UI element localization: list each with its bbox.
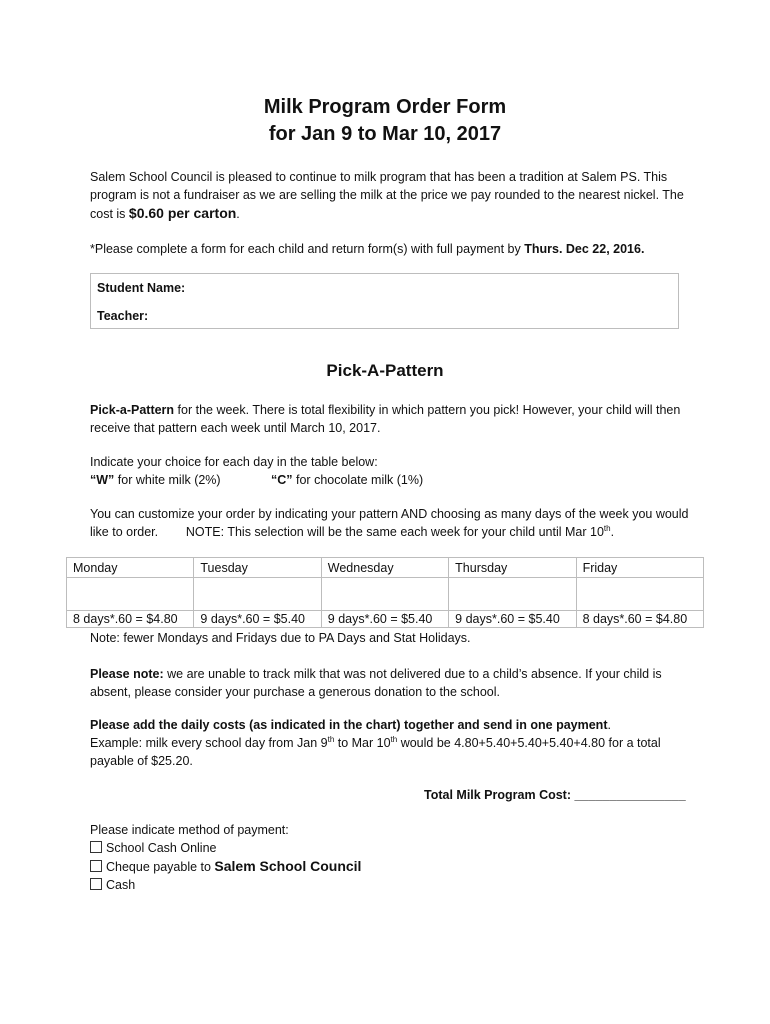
chocolate-legend	[271, 471, 423, 489]
form-subtitle: for Jan 9 to Mar 10, 2017	[268, 123, 502, 145]
student-info-box[interactable]	[90, 273, 679, 329]
pattern-table	[66, 557, 704, 628]
option-label: Cheque payable to	[106, 860, 215, 874]
day-header: Monday	[67, 558, 194, 578]
add-costs-period: .	[607, 718, 611, 732]
payee-name: Salem School Council	[214, 858, 362, 874]
milk-codes	[90, 471, 690, 489]
chocolate-code: “C”	[271, 473, 293, 487]
day-header: Thursday	[449, 558, 576, 578]
day-cost: 9 days*.60 = $5.40	[449, 611, 576, 628]
option-label: School Cash Online	[106, 841, 217, 855]
intro-text: Salem School Council is pleased to continue to milk program that has been a tradition at Salem PS. This program is not a fundraiser as we are selling the milk at the price we pay rounded to the nearest nickel. The cost is	[90, 170, 684, 221]
customize-text: You can customize your order by indicating your pattern AND choosing as many days of the week you would like to order.	[90, 507, 689, 539]
note-text: NOTE: This selection will be the same each week for your child until Mar 10	[185, 525, 604, 539]
day-header: Wednesday	[321, 558, 448, 578]
example-sup1: th	[327, 734, 335, 744]
white-code: “W”	[90, 473, 115, 487]
choice-cell-monday[interactable]	[67, 578, 194, 611]
deadline-paragraph	[90, 240, 690, 258]
pick-a-pattern-heading: Pick-A-Pattern	[326, 361, 444, 380]
day-cost: 8 days*.60 = $4.80	[576, 611, 703, 628]
customize-paragraph	[90, 505, 690, 541]
white-text: for white milk (2%)	[114, 473, 221, 487]
choice-cell-tuesday[interactable]	[194, 578, 321, 611]
day-cost: 9 days*.60 = $5.40	[194, 611, 321, 628]
pattern-lead-bold: Pick-a-Pattern	[90, 403, 175, 417]
note-sup: th	[603, 523, 611, 533]
example-text-c: would be 4.80+5.40+5.40+5.40+4.80 for a total payable of $25.20.	[90, 736, 661, 768]
payment-option-school-cash[interactable]	[90, 839, 216, 857]
deadline-date: Thurs. Dec 22, 2016.	[524, 242, 645, 256]
deadline-text: *Please complete a form for each child and return form(s) with full payment by	[90, 242, 525, 256]
pattern-lead-text: for the week. There is total flexibility in which pattern you pick! However, your child will then receive that pattern each week until March 10, 2017.	[90, 403, 681, 435]
example-sup2: th	[390, 734, 398, 744]
please-note-paragraph	[90, 665, 690, 701]
teacher-label: Teacher:	[97, 309, 149, 323]
choice-cell-wednesday[interactable]	[321, 578, 448, 611]
day-header: Tuesday	[194, 558, 321, 578]
total-cost-field[interactable]: Total Milk Program Cost: ________________	[424, 788, 686, 802]
please-note-text: we are unable to track milk that was not delivered due to a child’s absence. If your child is absent, please consider your purchase a generous donation to the school.	[90, 667, 662, 699]
day-cost: 9 days*.60 = $5.40	[321, 611, 448, 628]
payment-option-cash[interactable]	[90, 876, 135, 894]
note-end: .	[610, 525, 615, 539]
day-cost: 8 days*.60 = $4.80	[67, 611, 194, 628]
pattern-description	[90, 401, 690, 437]
checkbox-icon[interactable]	[90, 878, 102, 890]
payment-option-cheque[interactable]	[90, 857, 361, 876]
table-note: Note: fewer Mondays and Fridays due to PA Days and Stat Holidays.	[90, 631, 471, 645]
option-label: Cash	[106, 878, 136, 892]
cost-per-carton: $0.60 per carton	[128, 205, 237, 221]
please-note-bold: Please note:	[90, 667, 164, 681]
day-header: Friday	[576, 558, 703, 578]
indicate-instructions: Indicate your choice for each day in the table below:	[90, 455, 378, 469]
add-costs-bold: Please add the daily costs (as indicated in the chart) together and send in one payment	[90, 718, 608, 732]
example-text-a: Example: milk every school day from Jan 9	[90, 736, 328, 750]
student-name-label: Student Name:	[97, 281, 186, 295]
checkbox-icon[interactable]	[90, 841, 102, 853]
choice-cell-thursday[interactable]	[449, 578, 576, 611]
add-costs-paragraph	[90, 716, 690, 770]
chocolate-text: for chocolate milk (1%)	[292, 473, 424, 487]
checkbox-icon[interactable]	[90, 860, 102, 872]
intro-period: .	[236, 207, 240, 221]
example-text-b: to Mar 10	[334, 736, 391, 750]
payment-prompt: Please indicate method of payment:	[90, 823, 289, 837]
form-title: Milk Program Order Form	[263, 96, 507, 118]
intro-paragraph	[90, 168, 690, 223]
choice-cell-friday[interactable]	[576, 578, 703, 611]
